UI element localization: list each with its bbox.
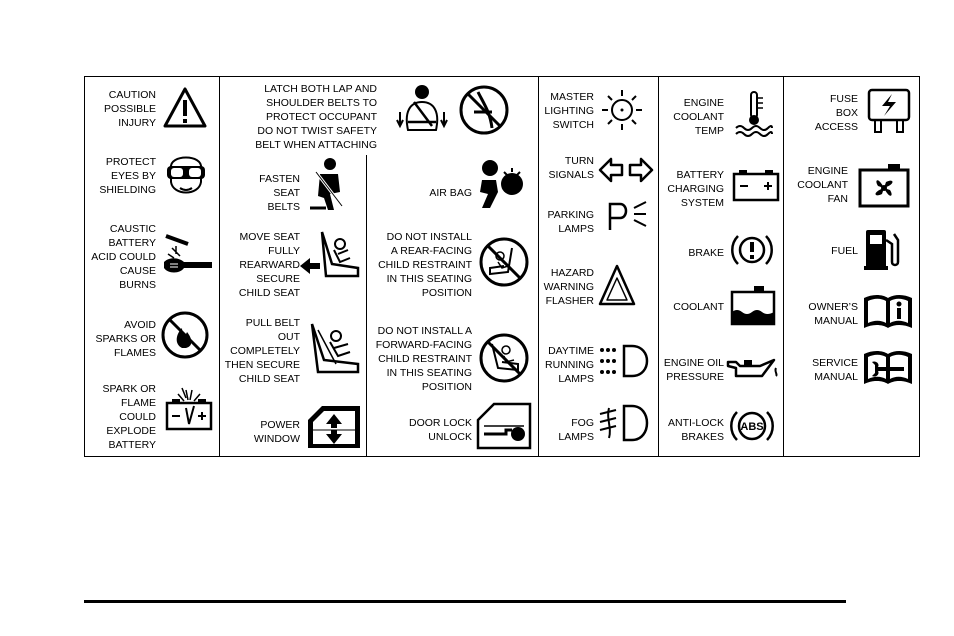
caution-triangle-icon	[163, 86, 207, 130]
symbol-label: FUSE BOX ACCESS	[814, 93, 858, 133]
symbol-label: DO NOT INSTALL A FORWARD-FACING CHILD RESTRAINT IN THIS SEATING POSITION	[375, 325, 472, 393]
symbol-label: FUEL	[831, 245, 858, 257]
coolant-fan-icon	[856, 162, 912, 208]
symbol-label: COOLANT	[673, 301, 724, 313]
child-seat-rearward-icon	[300, 228, 362, 286]
hazard-triangle-icon	[598, 264, 636, 306]
eye-shield-goggles-icon	[163, 146, 209, 202]
symbol-label: SERVICE MANUAL	[812, 357, 858, 383]
fuel-pump-icon	[862, 226, 902, 272]
battery-icon	[732, 168, 780, 202]
symbol-label: CAUTION POSSIBLE INJURY	[104, 89, 156, 129]
symbol-label: AIR BAG	[429, 187, 472, 199]
acid-burn-hand-icon	[160, 234, 216, 278]
symbol-label: CAUSTIC BATTERY ACID COULD CAUSE BURNS	[91, 223, 156, 291]
coolant-reservoir-icon	[730, 284, 776, 326]
symbol-label: FOG LAMPS	[558, 417, 594, 443]
symbol-label: AVOID SPARKS OR FLAMES	[95, 319, 156, 359]
symbol-label: FASTEN SEAT BELTS	[259, 173, 300, 213]
symbol-label: PULL BELT OUT COMPLETELY THEN SECURE CHILD SEAT	[224, 317, 300, 385]
symbol-label: ENGINE OIL PRESSURE	[663, 357, 724, 383]
child-seat-belt-icon	[306, 320, 362, 376]
no-forward-facing-seat-icon	[478, 332, 530, 384]
footer-rule	[84, 600, 846, 603]
symbol-label: POWER WINDOW	[253, 419, 300, 445]
symbol-label: DO NOT INSTALL A REAR-FACING CHILD RESTRAINT IN THIS SEATING POSITION	[378, 231, 472, 299]
symbol-label: OWNER’S MANUAL	[808, 301, 858, 327]
daytime-running-lamps-icon	[598, 344, 652, 378]
column-divider	[783, 77, 784, 457]
air-bag-icon	[476, 158, 530, 212]
column-divider	[658, 77, 659, 457]
symbol-label: MASTER LIGHTING SWITCH	[544, 91, 594, 131]
symbol-label: BATTERY CHARGING SYSTEM	[667, 169, 724, 209]
symbol-label: ENGINE COOLANT TEMP	[673, 97, 724, 137]
symbol-label: SPARK OR FLAME COULD EXPLODE BATTERY	[102, 383, 156, 451]
brake-icon	[730, 230, 774, 270]
abs-icon	[730, 406, 774, 446]
service-manual-icon	[862, 348, 914, 386]
symbol-label: ANTI-LOCK BRAKES	[667, 417, 724, 443]
fuse-icon	[866, 86, 912, 134]
column-divider	[538, 77, 539, 457]
symbol-label: BRAKE	[688, 247, 724, 259]
power-window-icon	[306, 404, 362, 450]
symbol-label: PARKING LAMPS	[547, 209, 594, 235]
no-rear-facing-seat-icon	[478, 236, 530, 288]
oil-can-icon	[726, 352, 780, 382]
symbol-label: MOVE SEAT FULLY REARWARD SECURE CHILD SEAT	[238, 231, 300, 299]
parking-lamps-icon	[606, 200, 650, 234]
symbol-label: TURN SIGNALS	[548, 155, 594, 181]
symbol-label: LATCH BOTH LAP AND SHOULDER BELTS TO PROTECT OCCUPANT DO NOT TWIST SAFETY BELT WHEN ATTACHING	[255, 83, 377, 151]
abs-icon-text: ABS	[740, 421, 764, 433]
seatbelt-latch-icon	[394, 82, 514, 138]
turn-signal-arrows-icon	[598, 156, 654, 184]
door-lock-key-icon	[476, 402, 532, 450]
battery-explode-icon	[164, 388, 214, 432]
no-flame-icon	[160, 310, 210, 360]
symbol-label: PROTECT EYES BY SHIELDING	[99, 156, 156, 196]
column-divider	[366, 155, 367, 457]
symbol-label: DOOR LOCK UNLOCK	[408, 417, 472, 443]
symbol-label: HAZARD WARNING FLASHER	[543, 267, 594, 307]
owners-manual-icon	[862, 292, 914, 330]
fog-lamps-icon	[598, 404, 652, 442]
column-divider	[219, 77, 220, 457]
master-lighting-icon	[598, 86, 646, 134]
symbol-label: DAYTIME RUNNING LAMPS	[545, 345, 594, 385]
seatbelt-icon	[306, 156, 350, 214]
symbol-label: ENGINE COOLANT FAN	[797, 165, 848, 205]
coolant-temp-icon	[734, 90, 774, 136]
